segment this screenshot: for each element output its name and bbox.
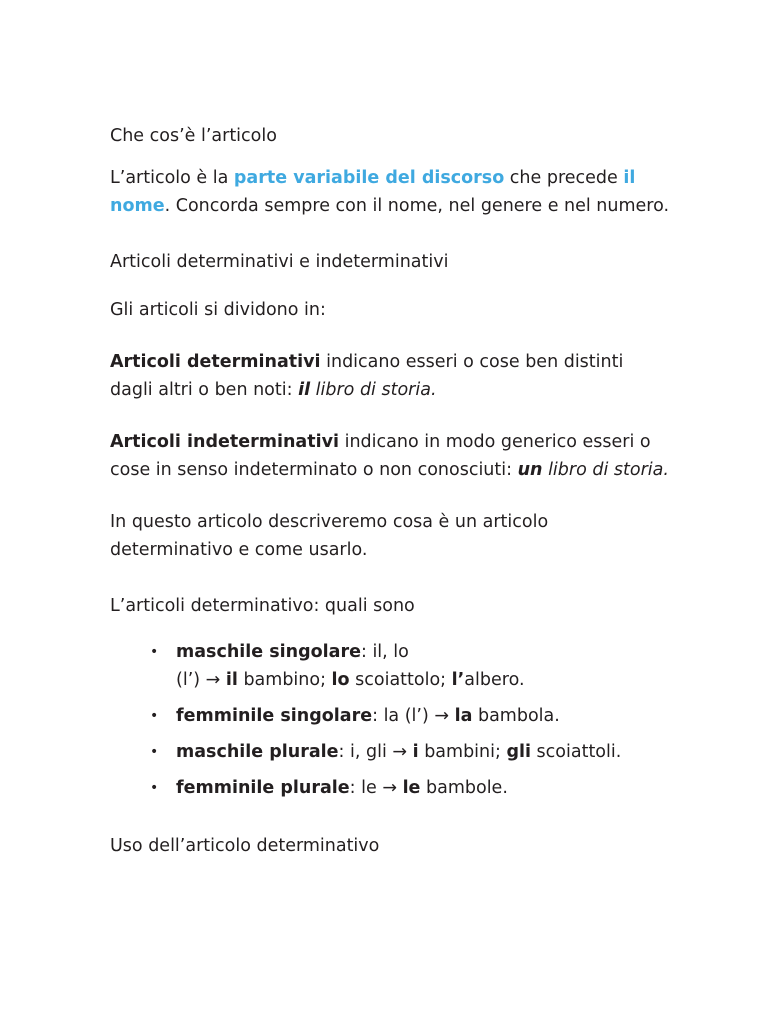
indeterminativi-paragraph: Articoli indeterminativi indicano in modo generico esseri o cose in senso indeterminato o non conosciuti: un libro di storia.: [110, 432, 669, 480]
bullet-icon: •: [150, 780, 159, 796]
highlight-parte-variabile: parte variabile del discorso: [233, 168, 505, 188]
article-list: [110, 638, 670, 802]
questo-articolo-paragraph: In questo articolo descriveremo cosa è un articolo determinativo e come usarlo.: [110, 512, 549, 560]
list-item: • maschile plurale: i, gli → i bambini; gli scoiattoli.: [150, 738, 670, 766]
heading-quali-sono: L’articoli determinativo: quali sono: [110, 596, 415, 616]
list-item: • femminile singolare: la (l’) → la bambola.: [150, 702, 670, 730]
bullet-icon: •: [150, 744, 159, 760]
list-item: • maschile singolare: il, lo (l’) → il bambino; lo scoiattolo; l’albero.: [150, 638, 670, 694]
term-articoli-determinativi: Articoli determinativi: [110, 352, 321, 372]
heading-che-cose-larticolo: Che cos’è l’articolo: [110, 126, 277, 146]
heading-uso-articolo-determinativo: Uso dell’articolo determinativo: [110, 836, 380, 856]
heading-articoli-det-indet: Articoli determinativi e indeterminativi: [110, 252, 449, 272]
bullet-icon: •: [150, 708, 159, 724]
list-item: • femminile plurale: le → le bambole.: [150, 774, 670, 802]
highlight-il-nome: il nome: [110, 168, 636, 216]
example-article-il: il: [298, 380, 311, 400]
bullet-icon: •: [150, 644, 159, 660]
term-articoli-indeterminativi: Articoli indeterminativi: [110, 432, 340, 452]
example-article-un: un: [517, 460, 543, 480]
document-page: [110, 122, 670, 860]
divide-paragraph: Gli articoli si dividono in:: [110, 300, 326, 320]
determinativi-paragraph: Articoli determinativi indicano esseri o cose ben distinti dagli altri o ben noti: il libro di storia.: [110, 352, 624, 400]
intro-paragraph: L’articolo è la parte variabile del discorso che precede il nome. Concorda sempre con il nome, nel genere e nel numero.: [110, 168, 670, 216]
